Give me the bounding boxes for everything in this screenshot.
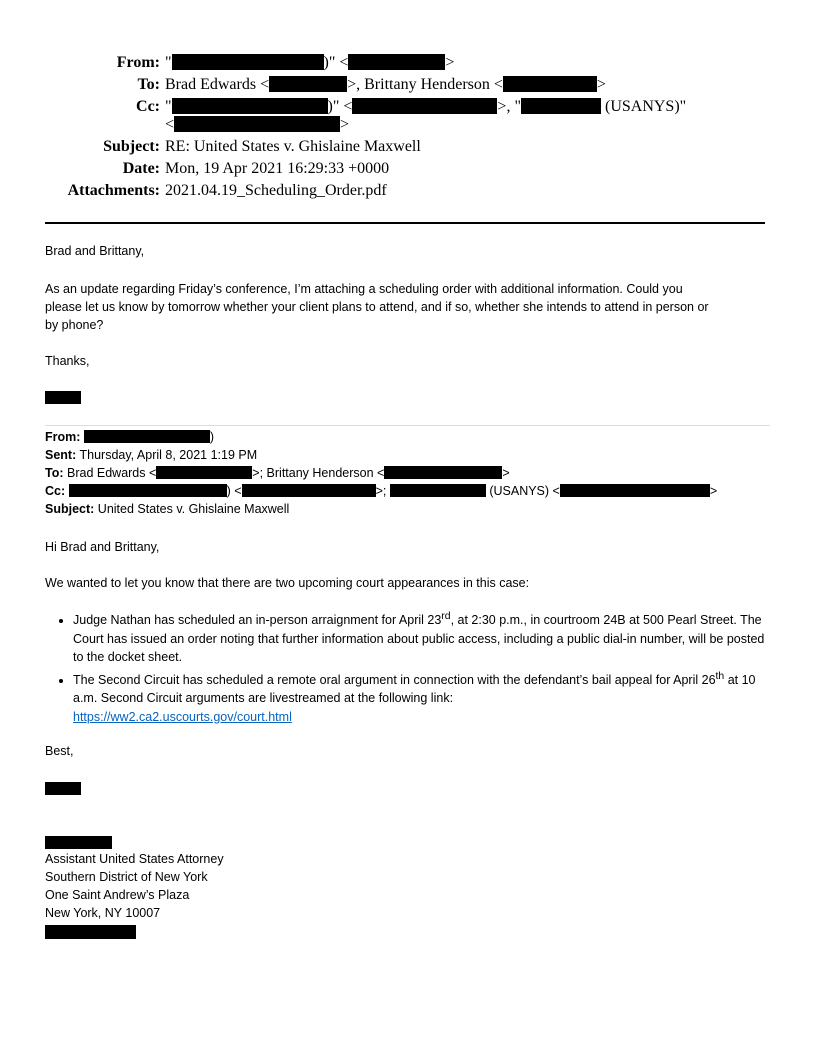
signature-title: Assistant United States Attorney [45,852,224,866]
subject-value: RE: United States v. Ghislaine Maxwell [165,138,421,155]
text: at 10 a.m. Second Circuit arguments are livestreamed at the following link: [73,672,756,706]
label: To: [45,466,64,480]
redaction-name [45,836,112,849]
subject-value: United States v. Ghislaine Maxwell [97,502,290,516]
redaction-phone [45,925,136,939]
redaction [352,98,497,114]
header-cc-line2 [165,115,349,135]
orig-cc [45,482,717,500]
from-label: From: [116,54,160,71]
text: )" < [327,98,353,115]
text: Judge Nathan has scheduled an in-person arraignment for April 23 [73,613,442,628]
text: , at 2:30 p.m., in courtroom 24B at 500 Pearl Street. The Court has issued an order noting that further information about public access, including a public dial-in number, will be posted to the docket sheet. [73,613,765,665]
text: < [165,116,175,133]
redaction [84,430,210,443]
redaction [174,116,340,132]
redaction [156,466,252,479]
redaction [242,484,376,497]
text: )" < [323,54,349,71]
orig-from [45,428,214,446]
closing: Best, [45,744,74,758]
subject-label: Subject: [103,138,160,155]
list-item [73,668,773,727]
body-line: As an update regarding Friday’s conference, I’m attaching a scheduling order with additional information. Could you [45,282,683,296]
text: Brad Edwards < [165,76,270,93]
signature-address: New York, NY 10007 [45,906,161,920]
label: Sent: [45,448,77,462]
greeting: Brad and Brittany, [45,244,145,258]
redaction [560,484,710,497]
separator [45,425,770,426]
sent-value: Thursday, April 8, 2021 1:19 PM [79,448,258,462]
divider [45,222,765,224]
redaction [348,54,445,70]
text: >; [375,484,387,498]
text: (USANYS)" [600,98,687,115]
text: >; Brittany Henderson < [252,466,385,480]
redaction-signature [45,391,81,404]
attachment-link[interactable]: 2021.04.19_Scheduling_Order.pdf [165,182,387,199]
redaction [503,76,597,92]
header-from [116,53,455,73]
closing: Thanks, [45,354,90,368]
header-to [137,75,606,95]
date-label: Date: [122,160,160,177]
text: >, Brittany Henderson < [347,76,503,93]
orig-sent [45,446,257,464]
signature-address: One Saint Andrew’s Plaza [45,888,190,902]
header-attachments [67,181,387,201]
greeting: Hi Brad and Brittany, [45,540,160,554]
redaction [384,466,502,479]
redaction [521,98,601,114]
text: " [165,98,172,115]
header-cc [136,97,687,117]
header-date [122,159,390,179]
to-label: To: [137,76,160,93]
text: > [445,54,455,71]
text: ) < [226,484,242,498]
redaction [172,98,328,114]
text: ) [209,430,215,444]
text: > [340,116,350,133]
text: >, " [497,98,521,115]
sup: rd [441,611,451,622]
body-line: please let us know by tomorrow whether your client plans to attend, and if so, whether she intends to attend in person or [45,300,709,314]
text: (USANYS) < [489,484,560,498]
text: > [502,466,510,480]
redaction [69,484,227,497]
cc-label: Cc: [136,98,160,115]
sup: th [715,670,725,682]
appearance-list [45,608,773,727]
redaction [269,76,347,92]
redaction [390,484,486,497]
signature-office: Southern District of New York [45,870,208,884]
text: The Second Circuit has scheduled a remote oral argument in connection with the defendant’s bail appeal for April 26 [73,672,716,687]
label: From: [45,430,81,444]
body-line: by phone? [45,318,104,332]
label: Subject: [45,502,95,516]
text: Brad Edwards < [67,466,157,480]
label: Cc: [45,484,66,498]
text: " [165,54,172,71]
intro: We wanted to let you know that there are two upcoming court appearances in this case: [45,576,530,590]
orig-subject [45,500,289,518]
attachments-label: Attachments: [67,182,160,199]
orig-to [45,464,510,482]
livestream-link[interactable]: https://ww2.ca2.uscourts.gov/court.html [73,709,292,724]
header-subject [103,137,421,157]
text: > [596,76,606,93]
date-value: Mon, 19 Apr 2021 16:29:33 +0000 [165,160,390,177]
redaction [172,54,324,70]
list-item [73,608,773,667]
text: > [709,484,718,498]
redaction-signature [45,782,81,795]
